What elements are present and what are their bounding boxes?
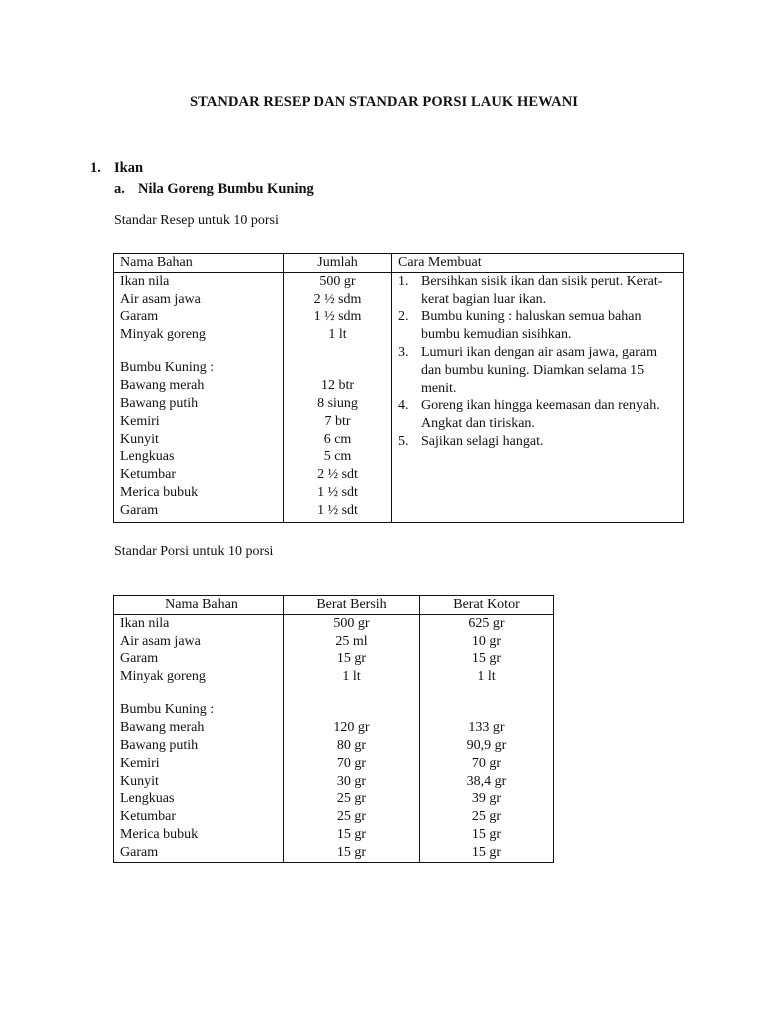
ingredient-name: Merica bubuk <box>120 827 199 843</box>
net-weight: 500 gr <box>333 615 370 631</box>
net-weight: 15 gr <box>336 651 367 667</box>
recipe-caption: Standar Resep untuk 10 porsi <box>114 213 279 228</box>
gross-weight: 15 gr <box>471 844 502 860</box>
net-weight: 25 gr <box>336 791 367 807</box>
method-step: 3. Lumuri ikan dengan air asam jawa, garam dan bumbu kuning. Diamkan selama 15 menit. <box>398 344 657 396</box>
gross-weight: 39 gr <box>471 791 502 807</box>
ingredient-qty: 1 ½ sdt <box>317 502 358 518</box>
method-step: 1. Bersihkan sisik ikan dan sisik perut. Kerat- kerat bagian luar ikan. <box>398 273 663 307</box>
ingredient-name: Merica bubuk <box>120 485 199 501</box>
gross-weight: 25 gr <box>471 809 502 825</box>
ingredient-name: Kunyit <box>120 431 159 447</box>
recipe-name-column <box>114 272 284 522</box>
ingredient-name: Lengkuas <box>120 449 175 465</box>
gross-weight: 1 lt <box>477 669 496 685</box>
group-label: Bumbu Kuning : <box>120 360 215 376</box>
ingredient-name: Kemiri <box>120 755 160 771</box>
ingredient-qty: 500 gr <box>319 273 356 289</box>
ingredient-qty: 1 ½ sdm <box>313 309 362 325</box>
net-weight: 1 lt <box>342 669 361 685</box>
ingredient-qty: 2 ½ sdt <box>317 467 358 483</box>
gross-weight: 38,4 gr <box>466 773 507 789</box>
ingredient-qty: 5 cm <box>323 449 352 465</box>
net-weight: 15 gr <box>336 844 367 860</box>
ingredient-name: Bawang merah <box>120 378 205 394</box>
method-step: 5. Sajikan selagi hangat. <box>398 433 544 449</box>
net-weight: 30 gr <box>336 773 367 789</box>
ingredient-name: Bawang merah <box>120 720 205 736</box>
gross-weight: 10 gr <box>471 633 502 649</box>
recipe-header-method: Cara Membuat <box>392 254 684 273</box>
portion-header-name: Nama Bahan <box>114 596 284 615</box>
gross-weight: 625 gr <box>468 615 505 631</box>
portion-net-column <box>284 614 420 862</box>
ingredient-qty: 1 ½ sdt <box>317 485 358 501</box>
net-weight: 15 gr <box>336 827 367 843</box>
recipe-qty-column <box>284 272 392 522</box>
recipe-header-name: Nama Bahan <box>114 254 284 273</box>
ingredient-name: Garam <box>120 502 159 518</box>
ingredient-qty: 8 siung <box>317 396 358 412</box>
ingredient-name: Garam <box>120 651 159 667</box>
method-step: 4. Goreng ikan hingga keemasan dan renyah. Angkat dan tiriskan. <box>398 398 660 432</box>
ingredient-qty: 7 btr <box>324 413 351 429</box>
portion-header-gross: Berat Kotor <box>420 596 554 615</box>
portion-gross-column <box>420 614 554 862</box>
section-number: 1. <box>90 160 101 176</box>
ingredient-name: Ketumbar <box>120 809 176 825</box>
ingredient-name: Kunyit <box>120 773 159 789</box>
portion-caption: Standar Porsi untuk 10 porsi <box>114 544 274 559</box>
ingredient-name: Bawang putih <box>120 396 199 412</box>
section-title: Ikan <box>114 160 144 176</box>
ingredient-name: Bawang putih <box>120 738 199 754</box>
ingredient-qty: 1 lt <box>328 327 347 343</box>
ingredient-qty: 6 cm <box>323 431 352 447</box>
net-weight: 70 gr <box>336 755 367 771</box>
gross-weight: 70 gr <box>471 755 502 771</box>
recipe-header-row <box>114 254 684 273</box>
recipe-header-qty: Jumlah <box>284 254 392 273</box>
group-label: Bumbu Kuning : <box>120 702 215 718</box>
recipe-body-row <box>114 272 684 522</box>
ingredient-name: Air asam jawa <box>120 291 201 307</box>
recipe-method-column <box>392 272 684 522</box>
gross-weight: 90,9 gr <box>466 738 507 754</box>
ingredient-name: Garam <box>120 309 159 325</box>
subsection-title: Nila Goreng Bumbu Kuning <box>138 181 314 197</box>
net-weight: 120 gr <box>333 720 370 736</box>
net-weight: 80 gr <box>336 738 367 754</box>
ingredient-name: Kemiri <box>120 413 160 429</box>
portion-body-row <box>114 614 554 862</box>
portion-header-net: Berat Bersih <box>284 596 420 615</box>
method-steps <box>398 273 683 451</box>
subsection-letter: a. <box>114 181 125 197</box>
ingredient-name: Ikan nila <box>120 615 170 631</box>
ingredient-name: Ikan nila <box>120 273 170 289</box>
portion-name-column <box>114 614 284 862</box>
ingredient-name: Garam <box>120 844 159 860</box>
portion-table <box>113 595 554 863</box>
ingredient-name: Lengkuas <box>120 791 175 807</box>
gross-weight: 15 gr <box>471 651 502 667</box>
ingredient-qty: 2 ½ sdm <box>313 291 362 307</box>
ingredient-name: Minyak goreng <box>120 669 206 685</box>
method-step: 2. Bumbu kuning : haluskan semua bahan bumbu kemudian sisihkan. <box>398 309 642 343</box>
recipe-table <box>113 253 684 523</box>
ingredient-name: Air asam jawa <box>120 633 201 649</box>
net-weight: 25 gr <box>336 809 367 825</box>
ingredient-qty: 12 btr <box>320 378 355 394</box>
portion-header-row <box>114 596 554 615</box>
gross-weight: 133 gr <box>468 720 505 736</box>
ingredient-name: Ketumbar <box>120 467 176 483</box>
document-title: STANDAR RESEP DAN STANDAR PORSI LAUK HEWANI <box>189 94 579 110</box>
net-weight: 25 ml <box>335 633 368 649</box>
ingredient-name: Minyak goreng <box>120 327 206 343</box>
gross-weight: 15 gr <box>471 827 502 843</box>
